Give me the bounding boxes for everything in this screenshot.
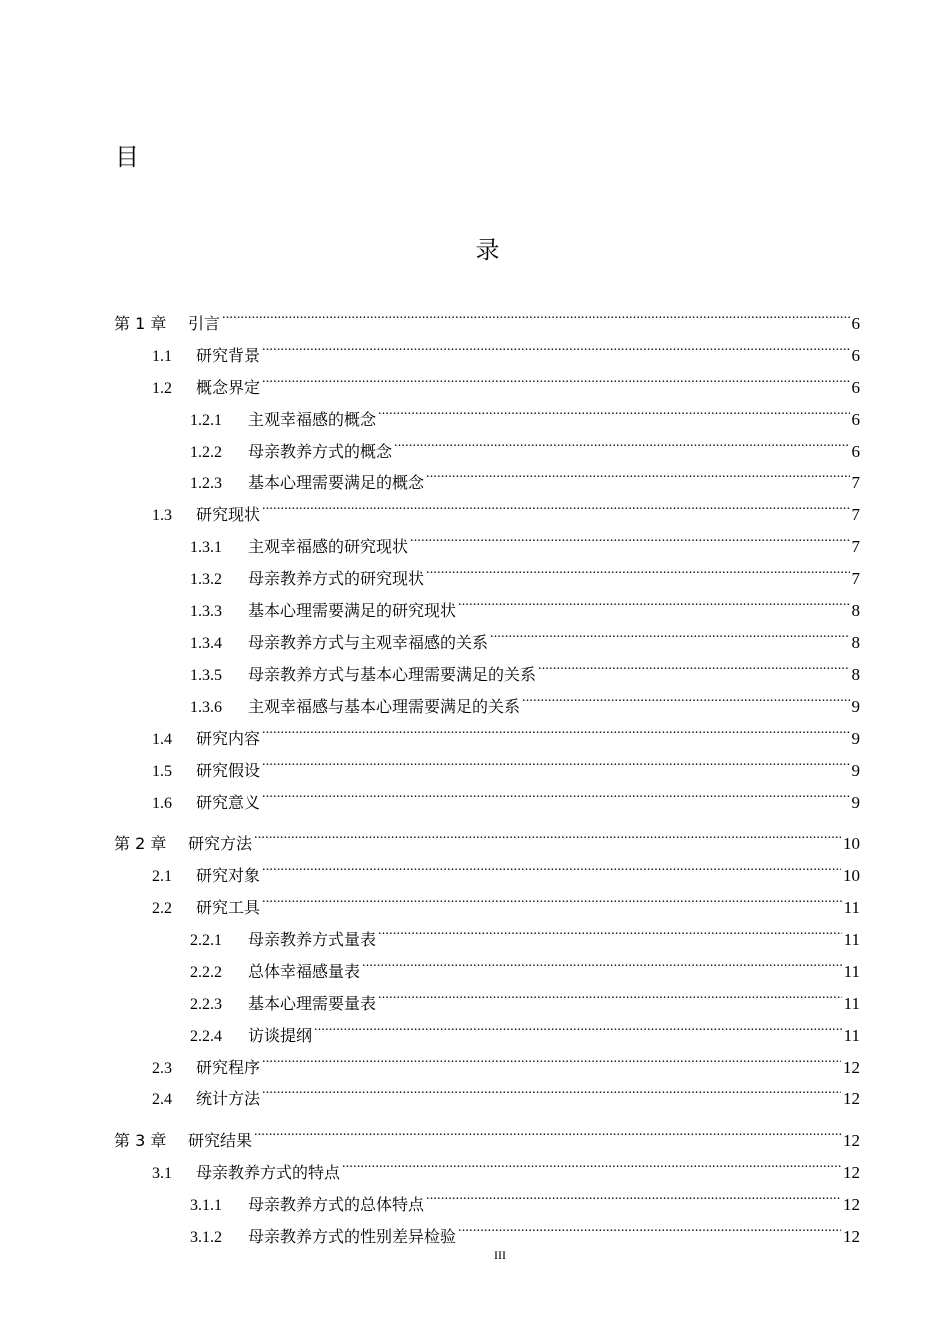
toc-heading-part-2: 录 (475, 236, 500, 264)
toc-heading-part-1: 目 (115, 143, 139, 171)
dot-leader (490, 624, 849, 648)
toc-entry-number: 1.3.5 (190, 667, 222, 684)
toc-entry-page: 6 (851, 378, 860, 397)
dot-leader (262, 857, 841, 881)
dot-leader (222, 305, 849, 329)
toc-entry-page: 10 (843, 834, 860, 853)
toc-entry-number: 1.3.1 (190, 539, 222, 556)
toc-entry-label: 研究方法 (188, 834, 253, 853)
toc-entry-label: 基本心理需要满足的概念 (248, 473, 425, 492)
toc-entry[interactable] (152, 752, 860, 780)
toc-entry[interactable] (152, 369, 860, 397)
toc-entry[interactable] (190, 985, 860, 1013)
toc-entry-label: 研究程序 (196, 1058, 261, 1077)
toc-entry-page: 12 (843, 1195, 860, 1214)
dot-leader (362, 953, 842, 977)
toc-entry-number: 1.1 (152, 348, 172, 365)
toc-entry-label: 母亲教养方式的性别差异检验 (248, 1227, 457, 1246)
dot-leader (262, 720, 849, 744)
dot-leader (254, 825, 841, 849)
dot-leader (426, 464, 849, 488)
toc-entry-page: 7 (851, 537, 860, 556)
toc-entry-number: 1.2.3 (190, 475, 222, 492)
toc-entry-page: 12 (843, 1163, 860, 1182)
toc-entry[interactable] (190, 1218, 860, 1246)
toc-entry-number: 1.6 (152, 795, 172, 812)
dot-leader (458, 592, 849, 616)
toc-entry-label: 母亲教养方式量表 (248, 930, 377, 949)
toc-entry[interactable] (152, 1154, 860, 1182)
toc-entry-label: 研究假设 (196, 761, 261, 780)
toc-entry-number: 1.2.1 (190, 412, 222, 429)
toc-entry-number: 2.3 (152, 1060, 172, 1077)
toc-entry-label: 基本心理需要量表 (248, 994, 377, 1013)
toc-entry-label: 概念界定 (196, 378, 261, 397)
dot-leader (314, 1017, 842, 1041)
toc-entry-page: 11 (843, 962, 860, 981)
toc-entry-number: 1.2.2 (190, 444, 222, 461)
dot-leader (342, 1154, 841, 1178)
toc-entry-label: 引言 (188, 314, 221, 333)
toc-entry-number: 2.1 (152, 868, 172, 885)
dot-leader (538, 656, 849, 680)
toc-entry-label: 主观幸福感的研究现状 (248, 537, 409, 556)
toc-entry[interactable] (190, 624, 860, 652)
toc-entry-page: 12 (843, 1131, 860, 1150)
toc-entry[interactable] (190, 528, 860, 556)
toc-entry-page: 6 (851, 314, 860, 333)
toc-entry-label: 主观幸福感与基本心理需要满足的关系 (248, 697, 521, 716)
toc-entry-label: 研究工具 (196, 898, 261, 917)
toc-entry-label: 访谈提纲 (248, 1026, 313, 1045)
toc-entry[interactable] (152, 857, 860, 885)
toc-entry-label: 研究对象 (196, 866, 261, 885)
toc-entry[interactable] (152, 720, 860, 748)
dot-leader (262, 1080, 841, 1104)
toc-entry-number: 1.2 (152, 380, 172, 397)
toc-entry[interactable] (152, 1049, 860, 1077)
toc-entry-number: 2.2.4 (190, 1028, 222, 1045)
toc-entry[interactable] (190, 656, 860, 684)
toc-entry-label: 母亲教养方式与主观幸福感的关系 (248, 633, 489, 652)
dot-leader (262, 784, 849, 808)
toc-entry[interactable] (152, 1080, 860, 1108)
toc-entry[interactable] (114, 1122, 860, 1150)
toc-entry-page: 7 (851, 473, 860, 492)
toc-entry-number: 第 3 章 (114, 1131, 167, 1150)
toc-entry[interactable] (190, 464, 860, 492)
toc-entry-label: 统计方法 (196, 1089, 261, 1108)
toc-entry-label: 研究内容 (196, 729, 261, 748)
toc-entry-label: 基本心理需要满足的研究现状 (248, 601, 457, 620)
dot-leader (262, 496, 849, 520)
toc-entry-number: 1.5 (152, 763, 172, 780)
toc-entry-label: 研究背景 (196, 346, 261, 365)
dot-leader (254, 1122, 841, 1146)
toc-entry-page: 10 (843, 866, 860, 885)
toc-entry[interactable] (190, 592, 860, 620)
toc-entry-page: 8 (851, 633, 860, 652)
toc-entry-page: 11 (843, 1026, 860, 1045)
dot-leader (262, 337, 849, 361)
toc-entry-number: 1.3.3 (190, 603, 222, 620)
dot-leader (426, 560, 849, 584)
dot-leader (262, 752, 849, 776)
toc-entry-label: 研究现状 (196, 505, 261, 524)
toc-entry[interactable] (152, 889, 860, 917)
toc-entry[interactable] (190, 953, 860, 981)
toc-entry[interactable] (152, 496, 860, 524)
toc-entry-number: 3.1.1 (190, 1197, 222, 1214)
toc-entry-number: 3.1 (152, 1165, 172, 1182)
toc-entry[interactable] (114, 825, 860, 853)
toc-entry[interactable] (190, 1017, 860, 1045)
toc-entry-page: 8 (851, 601, 860, 620)
toc-entry-label: 母亲教养方式与基本心理需要满足的关系 (248, 665, 537, 684)
dot-leader (522, 688, 849, 712)
toc-entry-label: 母亲教养方式的总体特点 (248, 1195, 425, 1214)
dot-leader (262, 1049, 841, 1073)
toc-entry-page: 12 (843, 1227, 860, 1246)
toc-entry[interactable] (190, 921, 860, 949)
toc-entry-page: 11 (843, 898, 860, 917)
dot-leader (426, 1186, 841, 1210)
toc-entry-page: 7 (851, 505, 860, 524)
toc-entry-label: 主观幸福感的概念 (248, 410, 377, 429)
toc-entry-page: 6 (851, 410, 860, 429)
toc-entry[interactable] (190, 1186, 860, 1214)
toc-entry-number: 2.2.1 (190, 932, 222, 949)
toc-entry-page: 7 (851, 569, 860, 588)
toc-entry-number: 1.3.6 (190, 699, 222, 716)
toc-entry[interactable] (190, 401, 860, 429)
toc-entry-number: 2.2 (152, 900, 172, 917)
toc-entry-page: 9 (851, 761, 860, 780)
toc-entry[interactable] (114, 305, 860, 333)
toc-entry-page: 6 (851, 346, 860, 365)
dot-leader (378, 921, 842, 945)
toc-entry-number: 第 2 章 (114, 834, 167, 853)
toc-entry-number: 2.2.3 (190, 996, 222, 1013)
dot-leader (378, 985, 842, 1009)
toc-entry-page: 9 (851, 793, 860, 812)
toc-entry-page: 8 (851, 665, 860, 684)
toc-entry-number: 3.1.2 (190, 1229, 222, 1246)
toc-entry-page: 12 (843, 1089, 860, 1108)
toc-entry-page: 11 (843, 994, 860, 1013)
toc-entry-number: 第 1 章 (114, 314, 167, 333)
toc-entry-number: 1.3.4 (190, 635, 222, 652)
toc-entry[interactable] (152, 337, 860, 365)
toc-entry-page: 9 (851, 729, 860, 748)
toc-entry-number: 1.3 (152, 507, 172, 524)
toc-entry-page: 6 (851, 442, 860, 461)
toc-entry-page: 12 (843, 1058, 860, 1077)
dot-leader (458, 1218, 841, 1242)
toc-entry-page: 11 (843, 930, 860, 949)
toc-entry[interactable] (190, 433, 860, 461)
page-number: III (494, 1248, 506, 1262)
toc-entry-number: 1.4 (152, 731, 172, 748)
toc-entry-number: 2.4 (152, 1091, 172, 1108)
toc-entry-number: 1.3.2 (190, 571, 222, 588)
toc-entry-label: 母亲教养方式的概念 (248, 442, 393, 461)
toc-entry-label: 母亲教养方式的研究现状 (248, 569, 425, 588)
toc-entry[interactable] (190, 688, 860, 716)
toc-entry[interactable] (152, 784, 860, 812)
dot-leader (262, 369, 849, 393)
toc-entry[interactable] (190, 560, 860, 588)
dot-leader (410, 528, 849, 552)
toc-entry-page: 9 (851, 697, 860, 716)
dot-leader (378, 401, 849, 425)
toc-entry-label: 研究意义 (196, 793, 261, 812)
dot-leader (262, 889, 842, 913)
toc-entry-label: 母亲教养方式的特点 (196, 1163, 341, 1182)
toc-entry-label: 总体幸福感量表 (248, 962, 361, 981)
toc-entry-label: 研究结果 (188, 1131, 253, 1150)
dot-leader (394, 433, 849, 457)
toc-entry-number: 2.2.2 (190, 964, 222, 981)
